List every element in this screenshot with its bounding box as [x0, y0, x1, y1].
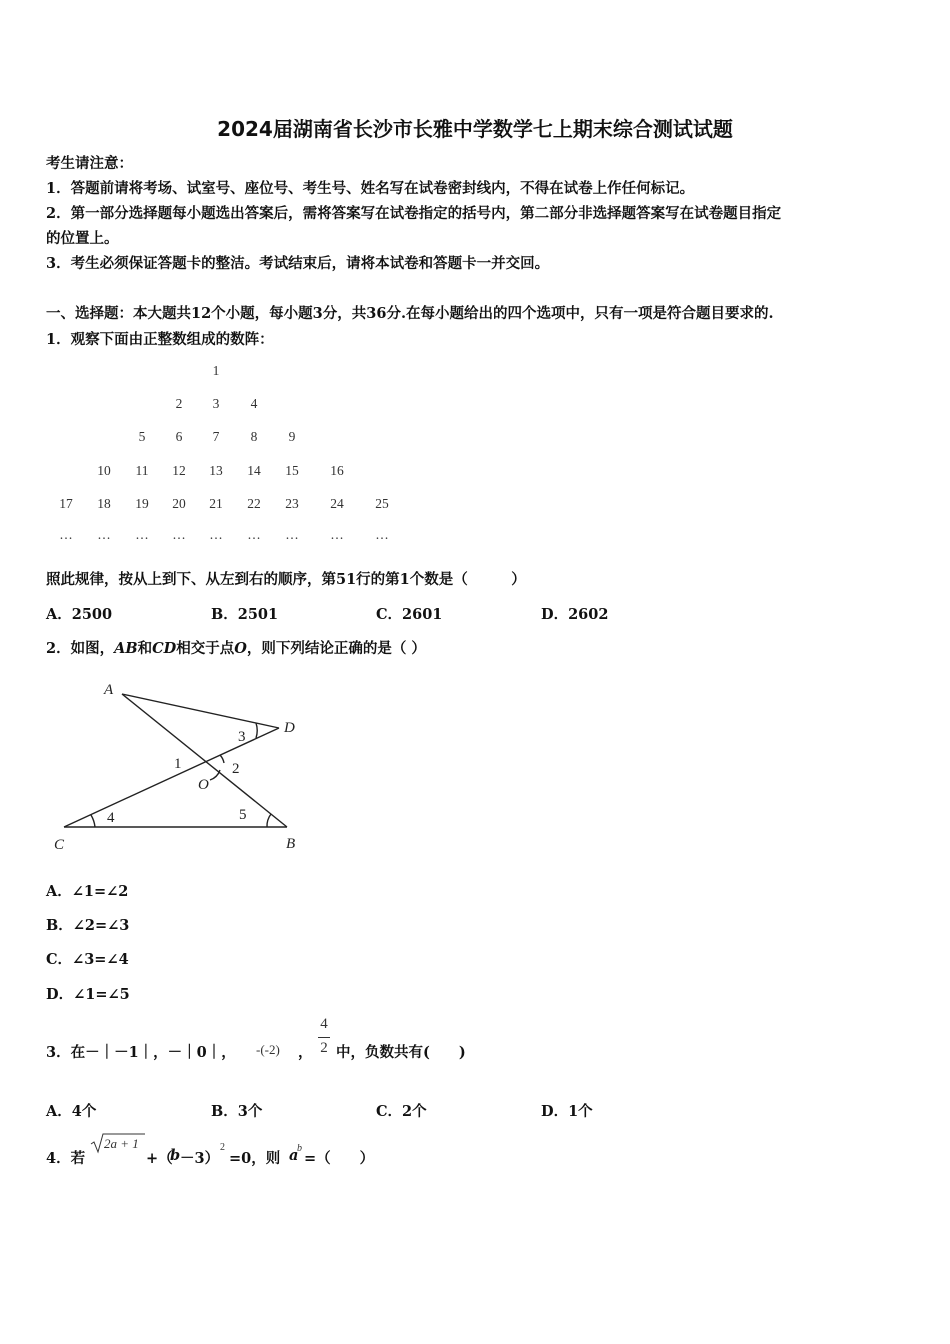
q1-option-c[interactable]: C．2601: [376, 606, 443, 623]
q3-stem-a: 3．在－｜－1｜，－｜0｜，: [46, 1044, 236, 1061]
notice-item-2b: 的位置上。: [46, 230, 119, 247]
array-cell: 10: [97, 463, 111, 478]
array-cell: 11: [135, 463, 149, 478]
q4-radicand: 2a + 1: [104, 1136, 139, 1151]
q3-option-a[interactable]: A．4个: [46, 1103, 97, 1120]
q1-option-a[interactable]: A．2500: [46, 606, 113, 623]
angle-1-arc: [220, 755, 224, 763]
label-a: A: [104, 682, 114, 698]
array-cell: 19: [135, 496, 149, 511]
array-cell: 13: [209, 463, 223, 478]
angle-4-arc: [91, 815, 95, 827]
angle-3-arc: [256, 723, 257, 738]
q4-b-superscript: b: [297, 1143, 302, 1154]
q3-option-c[interactable]: C．2个: [376, 1103, 427, 1120]
q1-option-b[interactable]: B．2501: [211, 606, 279, 623]
q2-option-b[interactable]: B．∠2=∠3: [46, 917, 130, 934]
array-cell: 1: [212, 363, 220, 378]
array-cell: 17: [59, 496, 73, 511]
notice-item-3: 3．考生必须保证答题卡的整洁。考试结束后，请将本试卷和答题卡一并交回。: [46, 255, 550, 272]
array-cell: 24: [330, 496, 344, 511]
notice-item-2a: 2．第一部分选择题每小题选出答案后，需将答案写在试卷指定的括号内，第二部分非选择题答案写在试卷题目指定: [46, 205, 782, 222]
q2-option-d[interactable]: D．∠1=∠5: [46, 986, 130, 1003]
page-title: 2024届湖南省长沙市长雅中学数学七上期末综合测试试题: [217, 117, 733, 141]
notice-item-1: 1．答题前请将考场、试室号、座位号、考生号、姓名写在试卷密封线内，不得在试卷上作任何标记。: [46, 180, 695, 197]
segment-cd: [64, 728, 279, 827]
label-d: D: [284, 720, 295, 736]
q4-prefix: 4．若: [46, 1150, 86, 1167]
q4-equals-zero: =0，则: [229, 1150, 281, 1167]
q2-stem: 2．如图，AB和CD相交于点O，则下列结论正确的是（ ）: [46, 640, 426, 657]
segment-ab: [122, 694, 287, 827]
q3-option-b[interactable]: B．3个: [211, 1103, 263, 1120]
q3-comma: ，: [298, 1044, 313, 1061]
q3-neg-expression: -(-2): [256, 1042, 280, 1057]
q3-fraction-denominator: 2: [320, 1040, 328, 1056]
q4-suffix: =（ ）: [304, 1150, 375, 1167]
q1-rule: 照此规律，按从上到下、从左到右的顺序，第51行的第1个数是（ ）: [46, 571, 526, 588]
angle-label-2: 2: [232, 761, 240, 777]
array-cell: 20: [172, 496, 186, 511]
q4-b-variable: b: [170, 1147, 181, 1164]
intersecting-lines-figure: [40, 672, 330, 862]
array-cell: 9: [288, 429, 296, 444]
array-cell: 4: [250, 396, 258, 411]
angle-label-5: 5: [239, 807, 247, 823]
array-cell: …: [285, 527, 299, 542]
q2-option-a[interactable]: A．∠1=∠2: [46, 883, 129, 900]
array-cell: 7: [212, 429, 220, 444]
array-cell: …: [209, 527, 223, 542]
q1-stem: 1．观察下面由正整数组成的数阵：: [46, 331, 274, 348]
q4-a-variable: a: [289, 1147, 299, 1164]
angle-5-arc: [267, 814, 271, 827]
array-cell: 16: [330, 463, 344, 478]
notice-heading: 考生请注意：: [46, 155, 133, 172]
array-cell: 22: [247, 496, 261, 511]
array-cell: …: [135, 527, 149, 542]
array-cell: 23: [285, 496, 299, 511]
array-cell: 6: [175, 429, 183, 444]
q4-plus-paren: +（: [146, 1150, 173, 1167]
q4-minus-three: －3）: [180, 1150, 220, 1167]
array-cell: …: [59, 527, 73, 542]
label-b: B: [286, 836, 296, 852]
array-cell: 8: [250, 429, 258, 444]
array-cell: 5: [138, 429, 146, 444]
segment-ad: [122, 694, 279, 728]
angle-label-4: 4: [107, 810, 115, 826]
angle-label-3: 3: [238, 729, 246, 745]
q3-fraction-numerator: 4: [320, 1016, 328, 1032]
q4-exponent: 2: [220, 1142, 225, 1153]
array-cell: 21: [209, 496, 223, 511]
label-o: O: [198, 777, 209, 793]
label-c: C: [54, 837, 65, 853]
q2-option-c[interactable]: C．∠3=∠4: [46, 951, 129, 968]
array-cell: …: [330, 527, 344, 542]
array-cell: 3: [212, 396, 220, 411]
array-cell: …: [247, 527, 261, 542]
array-cell: 2: [175, 396, 183, 411]
q3-option-d[interactable]: D．1个: [541, 1103, 593, 1120]
array-cell: …: [97, 527, 111, 542]
array-cell: 14: [247, 463, 261, 478]
q3-stem-b: 中，负数共有( ): [336, 1044, 466, 1061]
q3-fraction-bar: [318, 1037, 330, 1038]
angle-label-1: 1: [174, 756, 182, 772]
array-cell: 15: [285, 463, 299, 478]
array-cell: 25: [375, 496, 389, 511]
q1-option-d[interactable]: D．2602: [541, 606, 609, 623]
section-heading: 一、选择题：本大题共12个小题，每小题3分，共36分.在每小题给出的四个选项中，只有一项是符合题目要求的.: [46, 305, 774, 322]
array-cell: 12: [172, 463, 186, 478]
array-cell: …: [375, 527, 389, 542]
array-cell: 18: [97, 496, 111, 511]
array-cell: …: [172, 527, 186, 542]
